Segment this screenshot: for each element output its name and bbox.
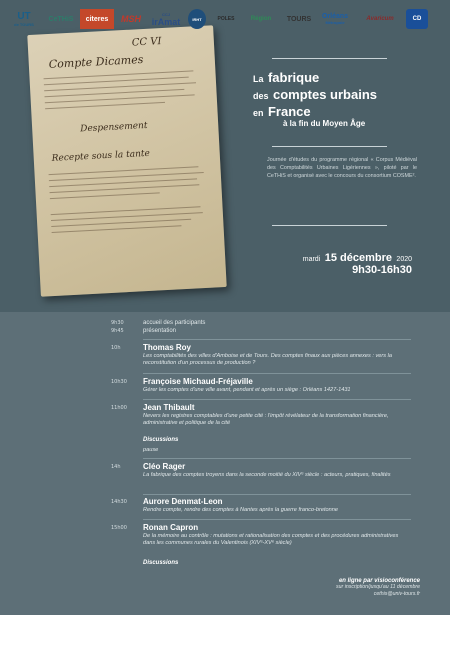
logo-msh: MSH xyxy=(121,14,141,24)
programme-text: accueil des participants xyxy=(143,320,206,326)
programme-time: 14h30 xyxy=(111,499,127,505)
programme-text: présentation xyxy=(143,328,177,334)
programme-time: 11h00 xyxy=(111,405,127,411)
programme-time: 9h30 xyxy=(111,320,124,326)
discussions-label: Discussions xyxy=(143,437,179,443)
programme-time: 10h xyxy=(111,345,121,351)
date-date: 15 décembre xyxy=(324,252,392,264)
programme-entry xyxy=(143,343,411,367)
speaker-name: Aurore Denmat-Leon xyxy=(143,497,223,506)
logo-cd: CD xyxy=(406,9,428,29)
title-fabrique: fabrique xyxy=(267,70,320,85)
date-day: mardi xyxy=(302,256,321,263)
discussions-label: Discussions xyxy=(143,560,179,566)
programme-time: 9h45 xyxy=(111,328,124,334)
logo-cethis: CeTHiS xyxy=(48,15,74,23)
manuscript-image xyxy=(27,25,226,296)
talk-title: Rendre compte, rendre des comptes à Nantes après la guerre franco-bretonne xyxy=(143,507,338,513)
logo-poles: POLES xyxy=(217,16,235,22)
date-year: 2020 xyxy=(396,256,412,263)
title-des: des xyxy=(253,90,269,101)
talk-title: La fabrique des comptes troyens dans la seconde moitié du XIVᵉ siècle : acteurs, pratiques, finalités xyxy=(143,472,391,478)
speaker-name: Jean Thibault xyxy=(143,403,195,412)
logo-citeres: citeres xyxy=(80,9,114,29)
manuscript-line-3: Recepte sous la tante xyxy=(51,148,151,164)
event-description: Journée d'études du programme régional « Corpus Médiéval des Comptabilités Urbaines Ligériennes », piloté par le CeTHiS et organisé avec le concours du consortium COSME². xyxy=(267,157,417,179)
manuscript-heading: Compte Dicames xyxy=(48,53,144,71)
talk-title: Les comptabilités des villes d'Amboise et de Tours. Des comptes finaux aux pièces annexes : vers la reconstitution d'un processus de production ? xyxy=(143,353,392,367)
online-line-1: en ligne par visioconférence xyxy=(338,578,420,584)
programme-entry xyxy=(143,462,411,479)
event-title xyxy=(253,70,428,129)
talk-title: Gérer les comptes d'une ville avant, pendant et après un siège : Orléans 1427-1431 xyxy=(143,387,351,393)
speaker-name: Ronan Capron xyxy=(143,523,199,532)
programme-entry xyxy=(143,377,411,394)
logo-irht: IRHT xyxy=(188,9,206,29)
logo-avaricum: Avaricum xyxy=(366,16,394,22)
title-comptes-urbains: comptes urbains xyxy=(272,86,377,102)
logo-tours: TOURS xyxy=(286,15,312,23)
programme-entry xyxy=(143,523,411,547)
online-info xyxy=(260,578,420,598)
programme-entry xyxy=(143,403,411,427)
programme-time: 14h xyxy=(111,464,121,470)
title-subtitle: à la fin du Moyen Âge xyxy=(283,119,366,129)
logo-orleans: Orléans Métropole xyxy=(321,13,349,25)
title-en: en xyxy=(253,107,264,118)
speaker-name: Françoise Michaud-Fréjaville xyxy=(143,377,253,386)
logo-iramat: CCJ irAmat xyxy=(151,11,181,27)
online-line-2: sur inscription/jusqu'au 11 décembre xyxy=(336,584,420,590)
title-la: La xyxy=(253,74,264,84)
talk-title: De la mémoire au contrôle : mutations et rationalisation des comptes et des procédures administratives dans les communes rurales du Valentinois (XIVᵉ-XVᵉ siècle) xyxy=(143,533,399,547)
online-line-3[interactable]: cethis@univ-tours.fr xyxy=(373,591,420,597)
programme-time: 15h00 xyxy=(111,525,127,531)
manuscript-line-2: Despensement xyxy=(80,120,148,135)
logo-strip xyxy=(0,615,450,653)
event-time: 9h30-16h30 xyxy=(352,264,412,276)
speaker-name: Cléo Rager xyxy=(143,462,186,471)
programme-time: 10h30 xyxy=(111,379,127,385)
talk-title: Nevers les registres comptables d'une petite cité : l'impôt révélateur de la transformation financière, administrative et politique de la cité xyxy=(143,413,389,427)
manuscript-number: CC VI xyxy=(131,36,162,49)
title-france: France xyxy=(267,103,311,119)
programme-entry xyxy=(143,497,411,514)
speaker-name: Thomas Roy xyxy=(143,343,192,352)
logo-ut: UT de TOURS xyxy=(14,11,34,27)
pause-label: pause xyxy=(143,447,159,453)
logo-region: Région xyxy=(250,16,272,22)
